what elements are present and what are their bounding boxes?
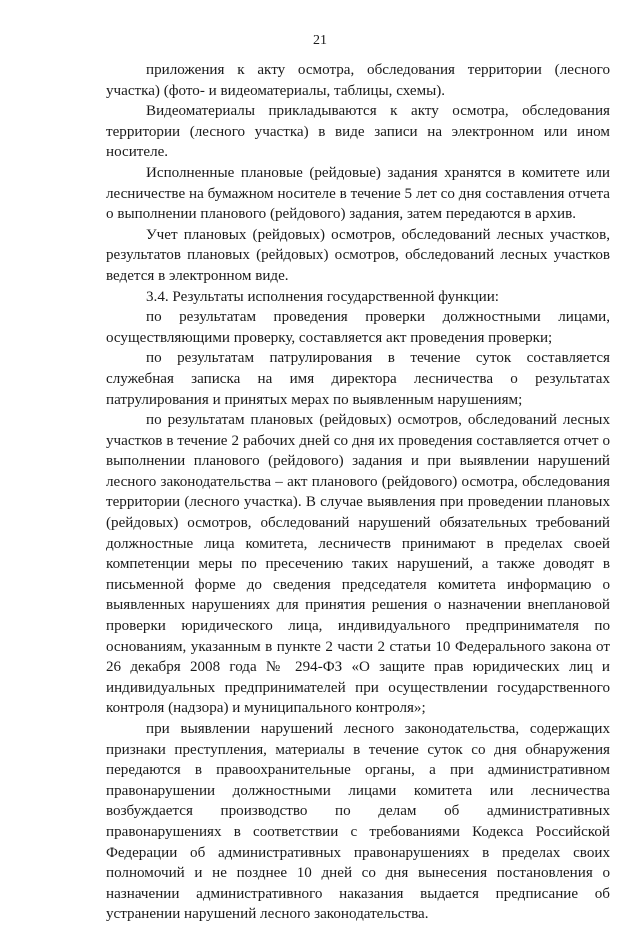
paragraph-violations: при выявлении нарушений лесного законодательства, содержащих признаки преступления, материалы в течение суток со дня обнаружения передаются в правоохранительные органы, а при административном правонарушении должностными лицами комитета или лесничества возбуждается производство по делам об административных правонарушениях в соответствии с требованиями Кодекса Российской Федерации об административных правонарушениях в пределах своих полномочий и не позднее 10 дней со дня вынесения постановления о назначении административного наказания выдается предписание об устранении нарушений лесного законодательства. xyxy=(106,721,610,923)
page-number: 21 xyxy=(313,33,327,48)
paragraph-video-materials: Видеоматериалы прикладываются к акту осмотра, обследования территории (лесного участка) в виде записи на электронном или ином носителе. xyxy=(106,103,610,161)
paragraph-storage: Исполненные плановые (рейдовые) задания хранятся в комитете или лесничестве на бумажном носителе в течение 5 лет со дня составления отчета о выполнении планового (рейдового) задания, затем передаются в архив. xyxy=(106,164,610,223)
section-heading-3-4: 3.4. Результаты исполнения государственной функции: xyxy=(146,288,499,305)
paragraph-raid-result: по результатам плановых (рейдовых) осмотров, обследований лесных участков в течение 2 рабочих дней со дня их проведения составляется отчет о выполнении планового (рейдового) задания и при выявлении нарушений лесного законодательства – акт планового (рейдового) осмотра, обследования территории (лесного участка). В случае выявления при проведении плановых (рейдовых) осмотров, обследований нарушений обязательных требований должностные лица комитета, лесничеств принимают в пределах своей компетенции меры по пресечению таких нарушений, а также доводят в письменной форме до сведения председателя комитета информацию о выявленных нарушениях для принятия решения о назначении внеплановой проверки юридического лица, индивидуального предпринимателя по основаниям, указанным в пункте 2 части 2 статьи 10 Федерального закона от 26 декабря 2008 года № 294-ФЗ «О защите прав юридических лиц и индивидуальных предпринимателей при осуществлении государственного контроля (надзора) и муниципального контроля»; xyxy=(106,412,610,717)
paragraph-attachments: приложения к акту осмотра, обследования территории (лесного участка) (фото- и видеоматериалы, таблицы, схемы). xyxy=(106,62,610,99)
paragraph-inspection-result: по результатам проведения проверки должностными лицами, осуществляющими проверку, составляется акт проведения проверки; xyxy=(106,309,610,346)
document-body xyxy=(106,60,610,925)
paragraph-accounting: Учет плановых (рейдовых) осмотров, обследований лесных участков, результатов плановых (рейдовых) осмотров, обследований лесных участков ведется в электронном виде. xyxy=(106,226,610,284)
paragraph-patrol-result: по результатам патрулирования в течение суток составляется служебная записка на имя директора лесничества о результатах патрулирования и принятых мерах по выявленным нарушениям; xyxy=(106,350,610,408)
